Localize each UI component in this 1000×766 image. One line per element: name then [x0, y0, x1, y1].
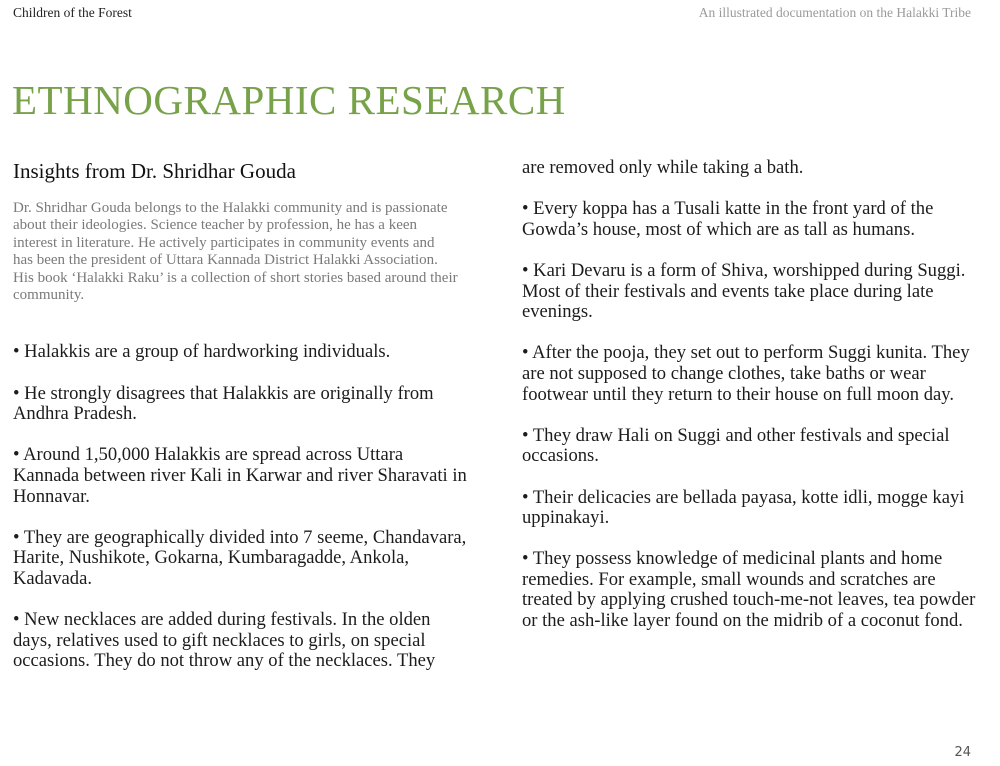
continued-text: are removed only while taking a bath. [522, 157, 804, 178]
section-subheading: Insights from Dr. Shridhar Gouda [13, 159, 296, 183]
bullet-item: • Around 1,50,000 Halakkis are spread across Uttara Kannada between river Kali in Karwar and river Sharavati in Honnavar. [13, 444, 467, 507]
bullet-item: • Every koppa has a Tusali katte in the front yard of the Gowda’s house, most of which are as tall as humans. [522, 198, 934, 240]
bullet-item: • He strongly disagrees that Halakkis are originally from Andhra Pradesh. [13, 382, 434, 425]
left-bullet-list [13, 342, 473, 672]
page-title: ETHNOGRAPHIC RESEARCH [12, 77, 566, 123]
bullet-item: • Halakkis are a group of hardworking individuals. [13, 341, 391, 363]
page-number: 24 [954, 745, 971, 760]
left-column [13, 158, 473, 693]
bullet-item: • They draw Hali on Suggi and other festivals and special occasions. [522, 424, 950, 467]
bullet-item: • Their delicacies are bellada payasa, kotte idli, mogge kayi uppinakayi. [522, 486, 965, 529]
running-header-book-title: Children of the Forest [13, 5, 132, 20]
right-bullet-list [522, 199, 982, 631]
author-bio: Dr. Shridhar Gouda belongs to the Halakki community and is passionate about their ideologies. Science teacher by profession, he has a keen interest in literature. He actively participates in community events and has been the president of Uttara Kannada District Halakki Association. His book ‘Halakki Raku’ is a collection of short stories based around their community. [13, 200, 458, 304]
running-header-subtitle: An illustrated documentation on the Halakki Tribe [698, 5, 971, 20]
bullet-item: • New necklaces are added during festivals. In the olden days, relatives used to gift necklaces to girls, on special occasions. They do not throw any of the necklaces. They [13, 609, 436, 672]
bullet-item: • After the pooja, they set out to perform Suggi kunita. They are not supposed to change clothes, take baths or wear footwear until they return to their house on full moon day. [522, 342, 970, 405]
bullet-item: • They are geographically divided into 7 seeme, Chandavara, Harite, Nushikote, Gokarna, Kumbaragadde, Ankola, Kadavada. [13, 526, 467, 589]
bullet-item: • They possess knowledge of medicinal plants and home remedies. For example, small wounds and scratches are treated by applying crushed touch-me-not leaves, tea powder or the ash-like layer found on the midrib of a coconut fond. [522, 548, 976, 632]
right-column [522, 158, 982, 652]
bullet-item: • Kari Devaru is a form of Shiva, worshipped during Suggi. Most of their festivals and events take place during late evenings. [522, 259, 966, 323]
